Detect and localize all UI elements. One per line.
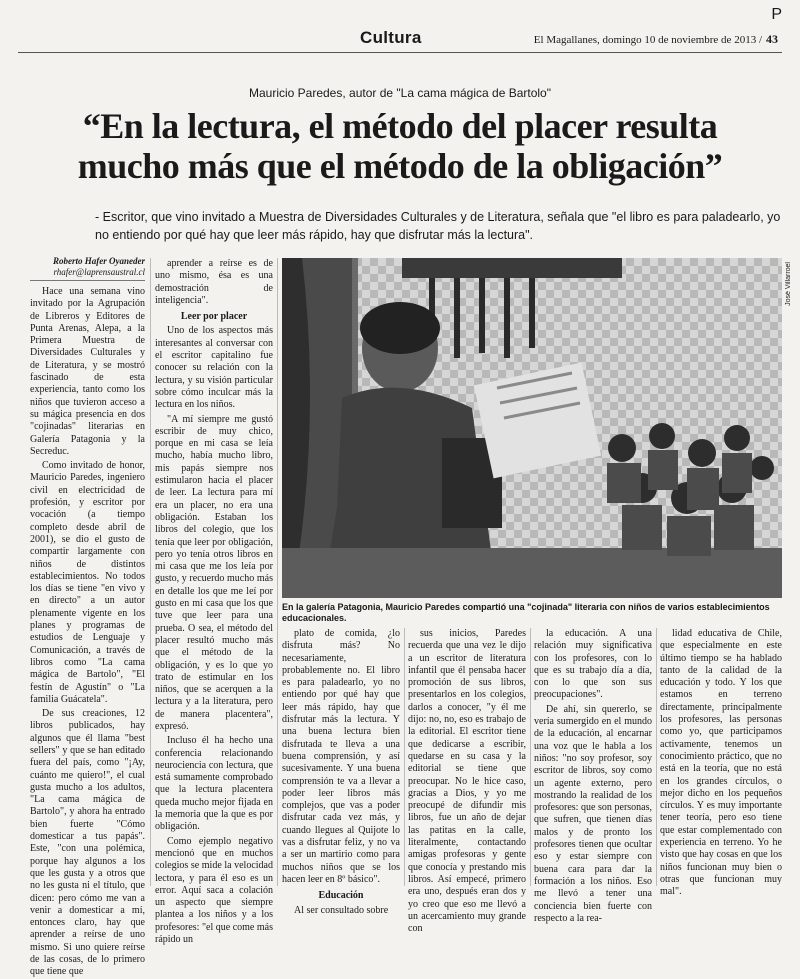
column-6	[660, 628, 782, 898]
subhead-leer-por-placer: Leer por placer	[180, 311, 248, 323]
column-divider	[530, 628, 531, 886]
paragraph: Al ser consultado sobre	[294, 904, 389, 916]
column-2	[155, 258, 273, 946]
paragraph: sus inicios, Paredes recuerda que una vez le dijo a un escritor de literatura infantil que él pensaba hacer promoción de sus libros, presentarlos en los colegios, darlos a conocer, "y él me dijo: no, no, eso es trabajo de la editorial. El escritor tiene que dedicarse a escribir, quedarse en su casa y la editorial se tiene que preocupar. No le hice caso, gracias a Dios, y yo me preocupé de difundir mis libros, fue un año de dejar las patitas en la calle, literalmente, contactando amigas profesoras y gente que conocía y prestando mis libros. Así empecé, primero era uno, después eran dos y yo creo que eso me llevó a un acercamiento muy grande con	[408, 628, 526, 935]
column-3-body	[282, 628, 400, 886]
paragraph: la educación. A una relación muy significativa con los profesores, con lo que es su trabajo día a día, con lo que son sus preocupaciones".	[534, 628, 652, 701]
byline	[30, 256, 145, 278]
subhead-educacion: Educación	[318, 890, 364, 902]
photo-caption: En la galería Patagonia, Mauricio Paredes compartió una "cojinada" literaria con niños de varios establecimientos educacionales.	[282, 602, 770, 623]
byline-name: Roberto Hafer Oyaneder	[53, 256, 145, 266]
deck: - Escritor, que vino invitado a Muestra de Diversidades Culturales y de Literatura, señala que "el libro es para paladearlo, yo no entiendo por qué hay que leer más rápido, hay que disfrutar más la lectura".	[95, 210, 781, 242]
pre-headline: Mauricio Paredes, autor de "La cama mágica de Bartolo"	[248, 86, 551, 100]
column-divider	[277, 258, 278, 886]
byline-rule	[30, 280, 145, 281]
column-3	[282, 628, 400, 916]
paragraph: Incluso él ha hecho una conferencia relacionando neurociencia con lectura, que está sumamente comprobado que la lectura placentera queda mucho mejor fijada en la memoria que la que es por obligación.	[155, 735, 273, 833]
paragraph: Como invitado de honor, Mauricio Paredes, ingeniero civil en electricidad de profesión, y escritor por vocación (a tiempo completo desde abril de 2001), se dio el gusto de compartir largamente con niños de distintos establecimientos. No todos los días se tiene "en vivo y en directo" a un autor plenamente vigente en los planes y programas de estudios de Lenguaje y Comunicación, a través de libros como "La cama mágica de Bartolo", "El festín de Agustín" o "La familia Guácatela".	[30, 460, 145, 705]
paper-info	[534, 32, 778, 47]
header-rule	[18, 52, 782, 53]
paper-date: El Magallanes, domingo 10 de noviembre de 2013 /	[533, 34, 762, 46]
photo-credit: José Villarroel	[785, 262, 792, 306]
paragraph: De sus creaciones, 12 libros publicados, hay algunos que él llama "best sellers" y que se han editado fuera del país, como "¡Ay, cuánto me quiero!", el cual gusta mucho a los adultos, "La cama mágica de Bartolo", y ahora ha entrado bien fuerte "Cómo domesticar a tus papás". Este, "con una polémica, porque hay algunos a los que les gusta y a otros que no les gusta ni el título, que dicen: pero cómo me van a venir a domesticar a mí, entonces claro, hay que aprender a reírse de uno mismo. Si uno quiere reírse de las cosas, de lo primero que tiene que	[30, 708, 145, 978]
photo-illustration	[282, 258, 782, 598]
headline: “En la lectura, el método del placer resulta mucho más que el método de la obligación”	[77, 106, 723, 186]
column-1	[30, 286, 145, 978]
byline-email: rhafer@laprensaustral.cl	[53, 267, 145, 277]
page-number: 43	[766, 32, 778, 46]
column-2-body	[155, 325, 273, 946]
paragraph: "A mí siempre me gustó escribir de muy chico, porque en mi casa se leía mucho, había mucho libro, mis papás siempre nos estimularon hacia el placer de leer. La lectura para mí era un placer, no era una obligación. Estaban los libros del colegio, que los tenía que leer por obligación, pero yo tenía otros libros en mi casa que me los leía por gusto, y recuerdo mucho más en detalle los que me leí por gusto en mi casa que los que tuve que leer para una prueba. O sea, el método del placer resultó mucho más que el método de la obligación, y es lo que yo trato de estimular en los niños, que se acerquen a la lectura y a la literatura, pero de manera placentera", expresó.	[155, 413, 273, 732]
column-2-intro	[155, 258, 273, 307]
paragraph: plato de comida, ¿lo disfruta más? No necesariamente, probablemente no. El libro es para paladearlo, yo no entiendo por qué hay que leer más rápido, hay que disfrutar más la lectura. Y una buena lectura bien disfrutada te lleva a una buena comprensión, y así sucesivamente. Y una buena comprensión te va a llevar a poder leer libros más complejos, que vas a poder disfrutar cada vez más, y cuando llegues al Quijote lo vas a disfrutar feliz, y no va a ser un martirio como para muchos niños que se los hacen leer en 8º básico".	[282, 628, 400, 885]
column-3-tail	[282, 905, 400, 917]
paragraph: Hace una semana vino invitado por la Agrupación de Libreros y Editores de Punta Arenas, Alepa, a la Primera Muestra de Diversidades Culturales y de Literatura, y se mostró fascinado de esta experiencia, tanto como los niños que tuvieron acceso a su mágica presencia en dos "cojinadas" literarias en Galería Patagonia y la Secreduc.	[30, 286, 145, 457]
paragraph: De ahí, sin quererlo, se vería sumergido en el mundo de la educación, al encarnar una voz que le habla a los niños: "no soy profesor, soy escritor de libros, soy como un agente externo, pero mostrando la realidad de los profesores: que son personas, que sufren, que tienen días malos y de pronto los profesores tienen que ocultar eso y estar siempre con buena cara para dar la formación a los niños. Eso me llevó a tener una conciencia bien fuerte con respecto a la rea-	[534, 703, 652, 924]
column-5	[534, 628, 652, 924]
column-divider	[656, 628, 657, 886]
column-divider	[404, 628, 405, 886]
article-photo	[282, 258, 782, 598]
paragraph: Uno de los aspectos más interesantes al conversar con el escritor capitalino fue conocer su relación con la lectura, y su visión particular sobre cómo inculcar más la lectura en los niños.	[155, 325, 273, 411]
section-tag: Cultura	[360, 28, 422, 47]
page-mark: P	[771, 6, 782, 23]
paragraph: Como ejemplo negativo mencionó que en muchos colegios se mide la velocidad lectora, y para él eso es un error. Aquí saca a colación un aspecto que siempre plantea a los niños y a los profesores: "el que come más rápido un	[155, 835, 273, 946]
paragraph: lidad educativa de Chile, que especialmente en este último tiempo se ha hablado tanto de la calidad de la educación y todo. Y los que estamos en terreno directamente, principalmente los profesores, las personas como yo, que participamos activamente, tenemos un conocimiento práctico, que no está en la teoría, que no está en los grandes círculos, o mejor dicho en los pequeños círculos. Y es muy importante tener teoría, pero eso tiene que estar complementado con experiencia en terreno. Yo he visto que hay cosas en que los niños funcionan muy bien o otras que funcionan muy mal".	[660, 628, 782, 898]
column-divider	[150, 258, 151, 886]
column-4	[408, 628, 526, 935]
paragraph: aprender a reírse es de uno mismo, ésa es una demostración de inteligencia".	[155, 258, 273, 306]
